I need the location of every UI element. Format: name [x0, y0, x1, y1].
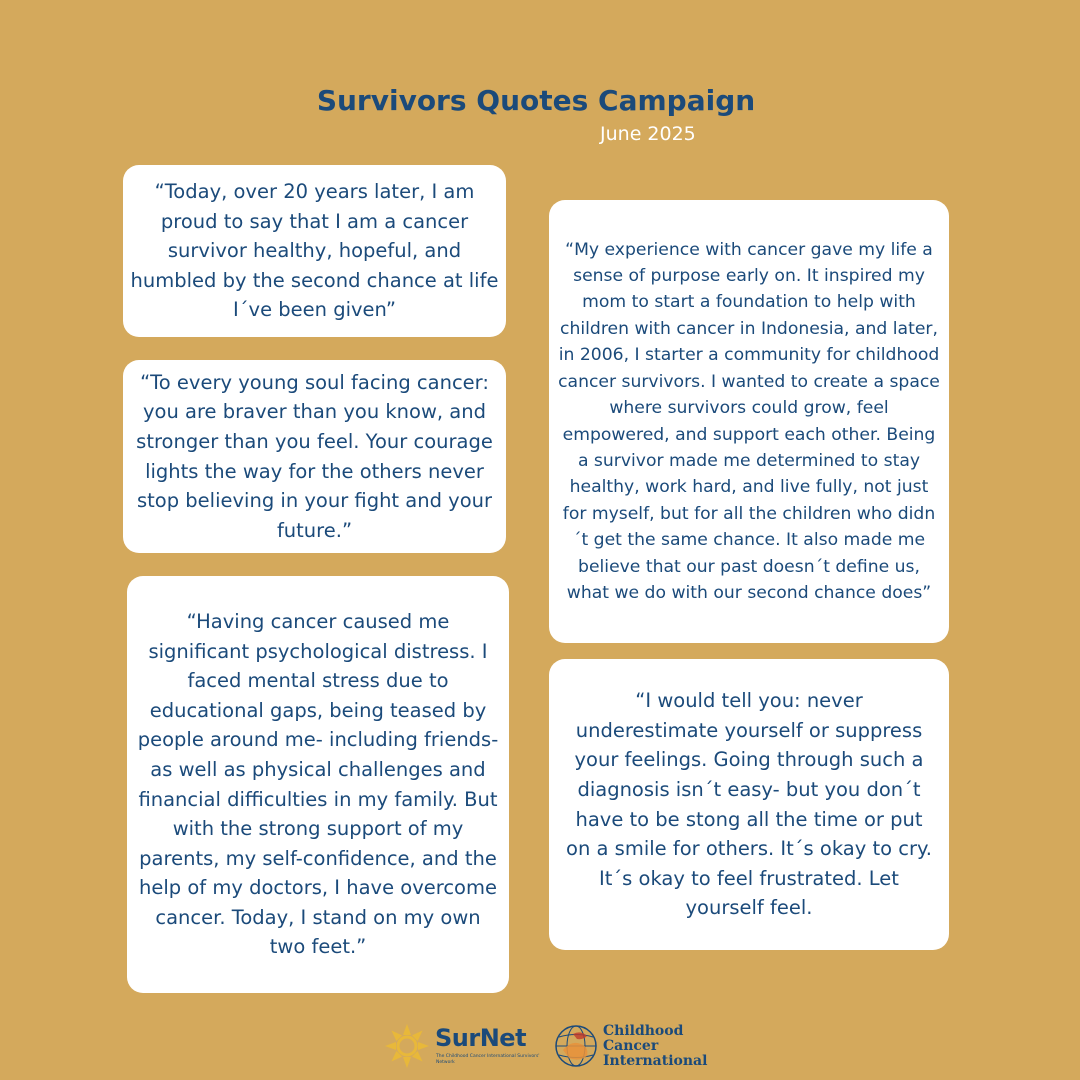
surnet-wordmark: SurNet: [435, 1024, 527, 1052]
quote-card-2: [123, 360, 506, 553]
quote-text: “I would tell you: never underestimate yourself or suppress your feelings. Going through such a diagnosis isn´t easy- but you don´t have to be stong all the time or put on a smile for others. It´s okay to cry. It´s okay to feel frustrated. Let yourself feel.: [566, 689, 932, 920]
quote-card-3: [127, 576, 509, 993]
globe-icon: [551, 1020, 601, 1070]
quote-card-4: [549, 200, 949, 643]
cci-wordmark: [603, 1024, 713, 1069]
quote-card-5: [549, 659, 949, 950]
sunburst-icon: [381, 1020, 433, 1072]
quote-card-1: [123, 165, 506, 337]
quote-text: “My experience with cancer gave my life a sense of purpose early on. It inspired my mom to start a foundation to help with children with cancer in Indonesia, and later, in 2006, I starter a community for childhood cancer survivors. I wanted to create a space where survivors could grow, feel empowered, and support each other. Being a survivor made me determined to stay healthy, work hard, and live fully, not just for myself, but for all the children who didn´t get the same chance. It also made me believe that our past doesn´t define us, what we do with our second chance does”: [558, 239, 940, 603]
cci-wordmark-line: Cancer: [603, 1038, 659, 1054]
cci-wordmark-line: Childhood: [603, 1023, 684, 1039]
campaign-title: Survivors Quotes Campaign: [316, 84, 756, 117]
surnet-tagline: The Childhood Cancer International Survivors' Network: [436, 1054, 540, 1065]
cci-logo: [551, 1020, 711, 1072]
cci-wordmark-line: International: [603, 1053, 708, 1069]
surnet-logo: [381, 1020, 541, 1070]
quote-text: “Having cancer caused me significant psychological distress. I faced mental stress due to educational gaps, being teased by people around me- including friends- as well as physical challenges and financial difficulties in my family. But with the strong support of my parents, my self-confidence, and the help of my doctors, I have overcome cancer. Today, I stand on my own two feet.”: [137, 609, 499, 959]
campaign-date: June 2025: [600, 123, 696, 145]
quote-text: “To every young soul facing cancer: you are braver than you know, and stronger than you feel. Your courage lights the way for the others never stop believing in your fight and your future.”: [136, 370, 493, 542]
quote-text: “Today, over 20 years later, I am proud to say that I am a cancer survivor healthy, hopeful, and humbled by the second chance at life I´ve been given”: [130, 180, 499, 322]
